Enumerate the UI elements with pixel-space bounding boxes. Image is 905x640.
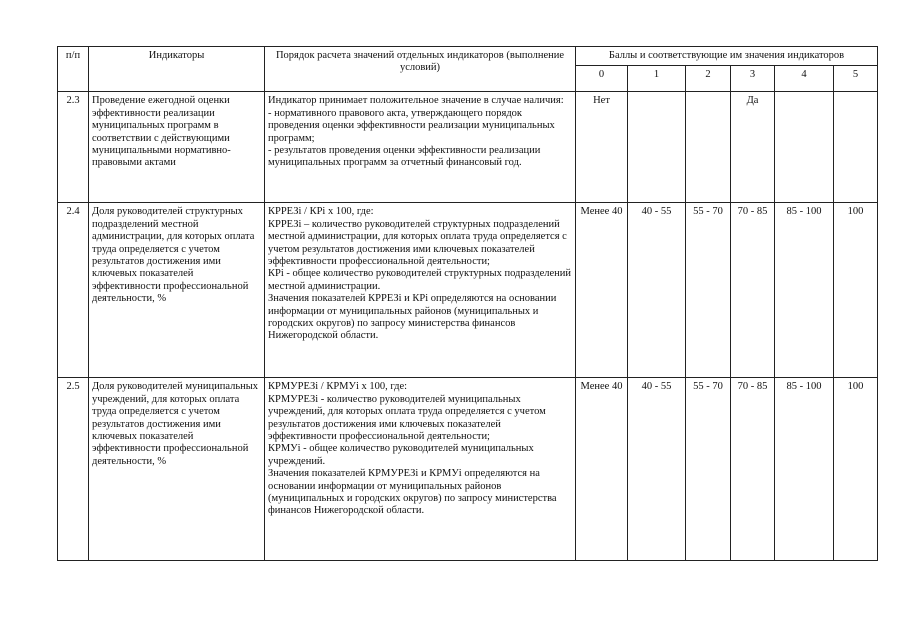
row-score-5: 100	[834, 378, 878, 561]
row-num: 2.5	[58, 378, 89, 561]
row-score-1: 40 - 55	[628, 378, 686, 561]
row-score-4	[775, 92, 834, 203]
row-score-1	[628, 92, 686, 203]
row-indicator: Проведение ежегодной оценки эффективности реализации муниципальных программ в соответствии с действующими муниципальными нормативно-правовыми актами	[89, 92, 265, 203]
row-score-0: Менее 40	[576, 203, 628, 378]
calc-line: Значения показателей КРМУРЕЗi и КРМУi определяются на основании информации от муниципальных районов (муниципальных и городских округов) по запросу министерства финансов Нижегородской области.	[268, 468, 557, 517]
row-indicator: Доля руководителей структурных подразделений местной администрации, для которых оплата труда определяется с учетом результатов достижения ими ключевых показателей эффективности профессиональной деятельности, %	[89, 203, 265, 378]
row-score-4: 85 - 100	[775, 203, 834, 378]
row-score-0: Нет	[576, 92, 628, 203]
row-num: 2.3	[58, 92, 89, 203]
calc-line: - результатов проведения оценки эффективности реализации муниципальных программ за отчетный финансовый год.	[268, 145, 541, 169]
row-score-3: Да	[731, 92, 775, 203]
row-score-4: 85 - 100	[775, 378, 834, 561]
row-score-2: 55 - 70	[686, 378, 731, 561]
header-score-5: 5	[834, 66, 878, 92]
row-num: 2.4	[58, 203, 89, 378]
table-row	[58, 203, 878, 378]
row-score-5	[834, 92, 878, 203]
calc-line: КРРЕЗi / КРi х 100, где:	[268, 206, 374, 218]
header-num: п/п	[58, 47, 89, 92]
header-score-2: 2	[686, 66, 731, 92]
table-row	[58, 92, 878, 203]
row-score-1: 40 - 55	[628, 203, 686, 378]
table-row	[58, 378, 878, 561]
header-score-0: 0	[576, 66, 628, 92]
calc-line: КРМУi - общее количество руководителей муниципальных учреждений.	[268, 443, 534, 467]
calc-line: КРМУРЕЗi / КРМУi х 100, где:	[268, 381, 408, 393]
row-calc	[265, 92, 576, 203]
row-calc	[265, 378, 576, 561]
row-score-3: 70 - 85	[731, 203, 775, 378]
row-indicator: Доля руководителей муниципальных учреждений, для которых оплата труда определяется с учетом результатов достижения ими ключевых показателей эффективности профессиональной деятельности, %	[89, 378, 265, 561]
row-score-0: Менее 40	[576, 378, 628, 561]
header-score-4: 4	[775, 66, 834, 92]
row-score-2	[686, 92, 731, 203]
indicators-table	[57, 46, 878, 561]
header-indicators: Индикаторы	[89, 47, 265, 92]
row-score-5: 100	[834, 203, 878, 378]
row-score-2: 55 - 70	[686, 203, 731, 378]
calc-line: КРМУРЕЗi - количество руководителей муниципальных учреждений, для которых оплата труда определяется с учетом результатов достижения ими ключевых показателей эффективности профессиональной деятельности;	[268, 393, 546, 443]
header-score-1: 1	[628, 66, 686, 92]
header-scores-title: Баллы и соответствующие им значения индикаторов	[576, 47, 878, 66]
header-calc-order: Порядок расчета значений отдельных индикаторов (выполнение условий)	[265, 47, 576, 92]
table-header-row	[58, 47, 878, 66]
calc-line: Индикатор принимает положительное значение в случае наличия:	[268, 95, 564, 107]
calc-line: КРРЕЗi – количество руководителей структурных подразделений местной администрации, для которых оплата труда определяется с учетом результатов достижения ими ключевых показателей эффективности профессиональной деятельности;	[268, 218, 567, 268]
row-score-3: 70 - 85	[731, 378, 775, 561]
calc-line: - нормативного правового акта, утверждающего порядок проведения оценки эффективности реализации муниципальных программ;	[268, 107, 555, 144]
calc-line: КРi - общее количество руководителей структурных подразделений местной администрации.	[268, 268, 571, 292]
header-score-3: 3	[731, 66, 775, 92]
calc-line: Значения показателей КРРЕЗi и КРi определяются на основании информации от муниципальных районов (муниципальных и городских округов) по запросу министерства финансов Нижегородской области.	[268, 293, 557, 342]
row-calc	[265, 203, 576, 378]
